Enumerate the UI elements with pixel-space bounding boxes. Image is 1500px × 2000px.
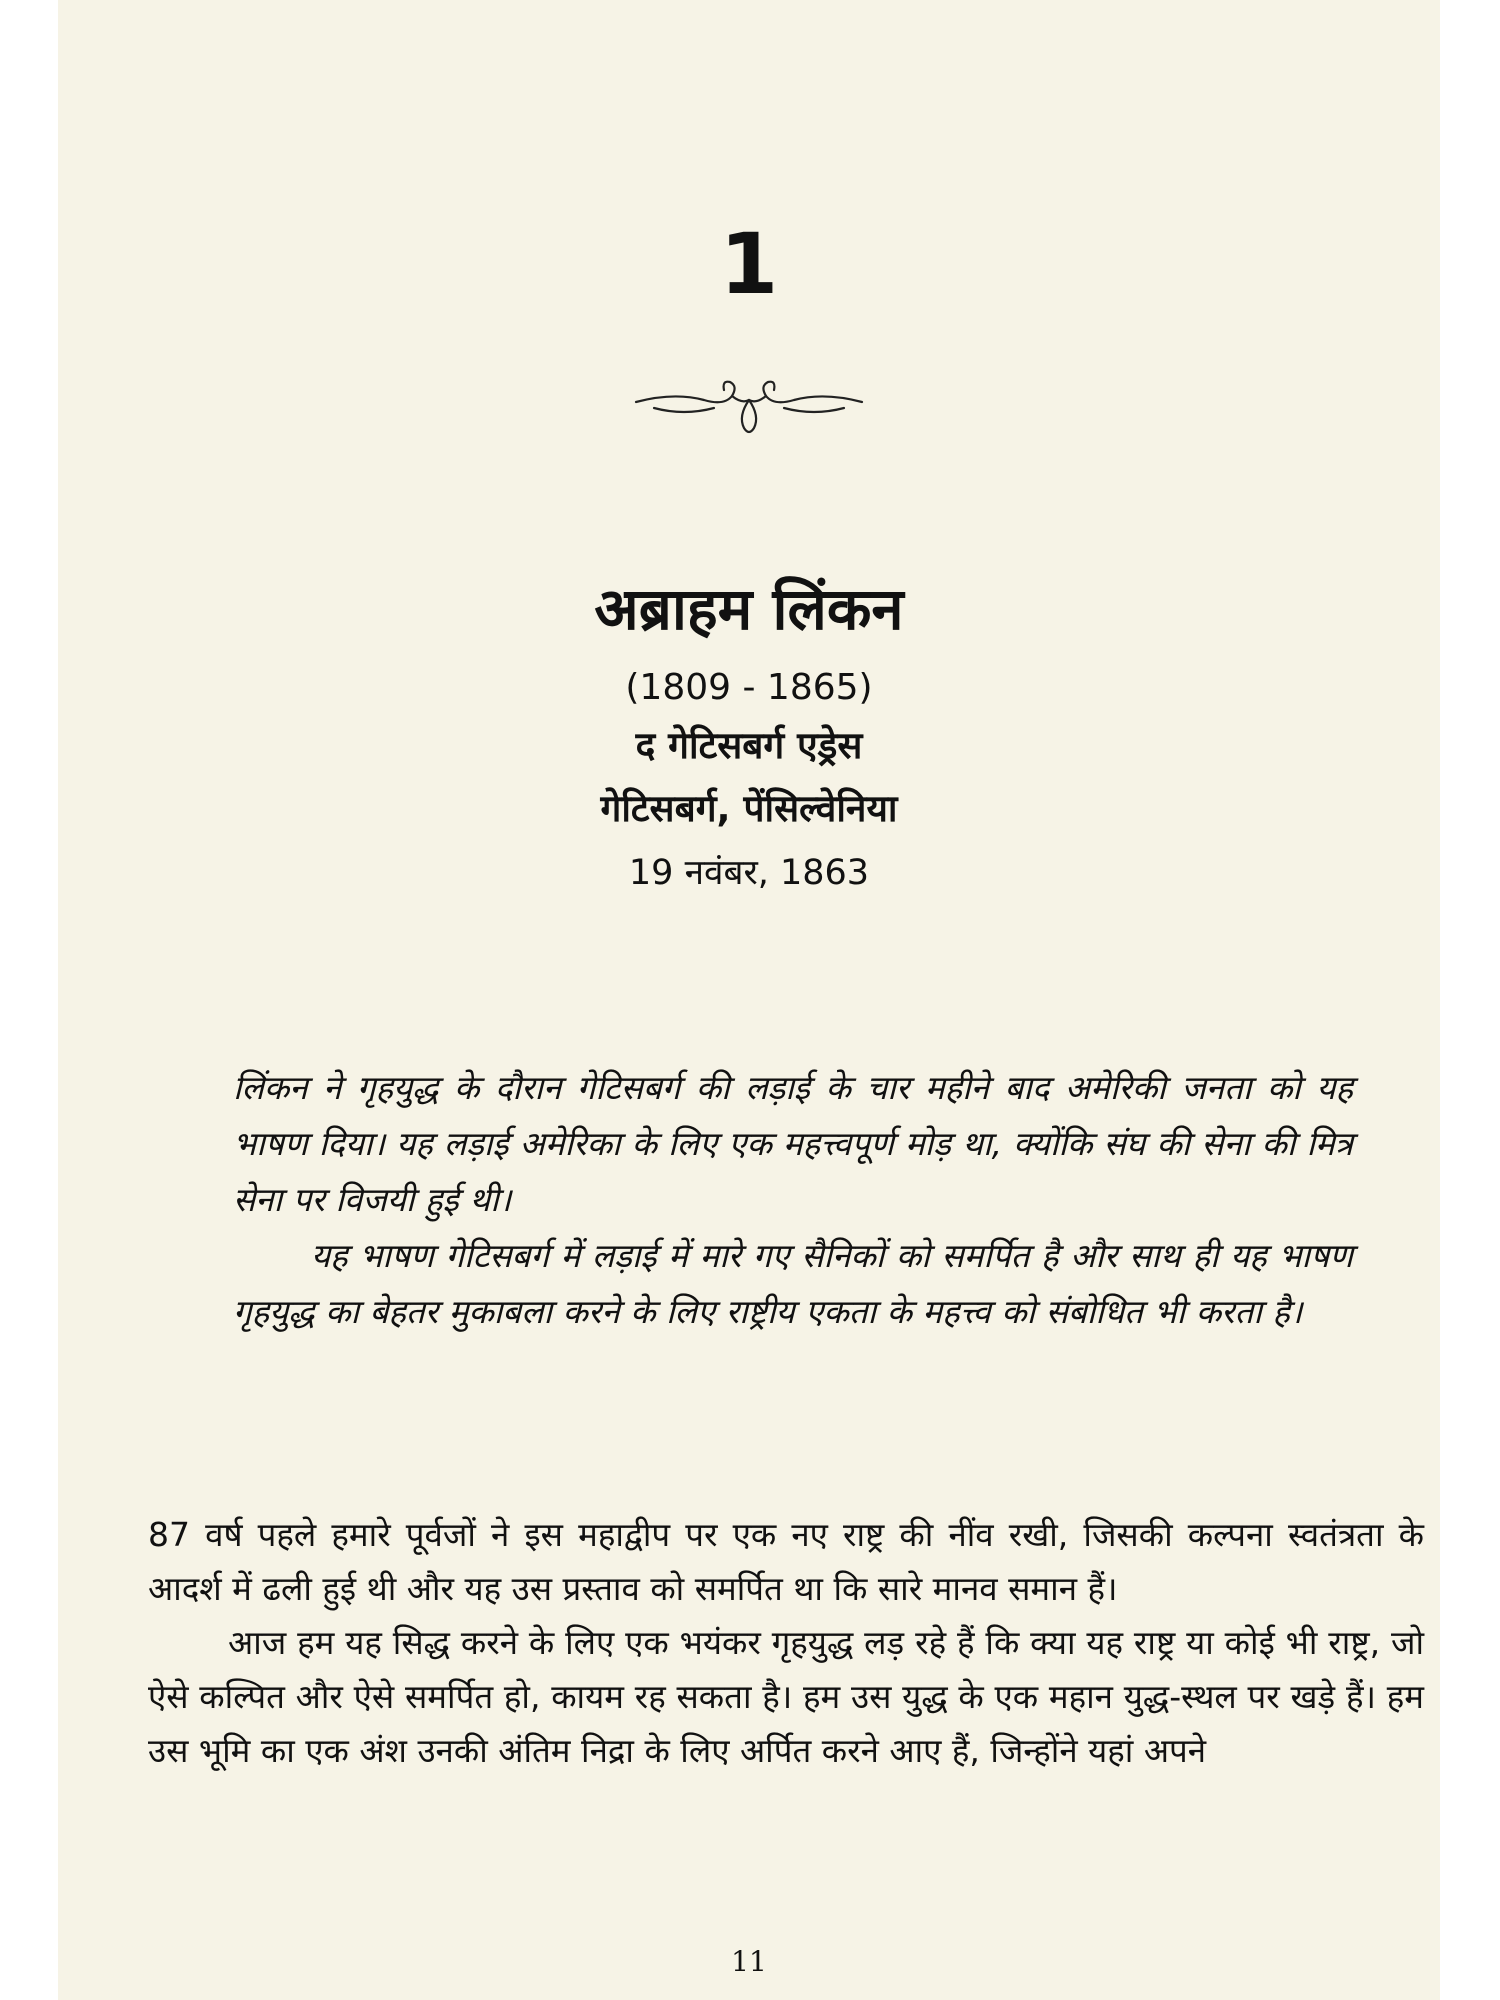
speech-title: द गेटिसबर्ग एड्रेस (635, 724, 863, 767)
page-number: 11 (731, 1945, 767, 1978)
speech-body (148, 1508, 1424, 1778)
intro-note (233, 1060, 1353, 1340)
intro-paragraph: लिंकन ने गृहयुद्ध के दौरान गेटिसबर्ग की लड़ाई के चार महीने बाद अमेरिकी जनता को यह भाषण दिया। यह लड़ाई अमेरिका के लिए एक महत्त्वपूर्ण मोड़ था, क्योंकि संघ की सेना की मित्र सेना पर विजयी हुई थी। (233, 1068, 1353, 1219)
speech-place: गेटिसबर्ग, पेंसिल्वेनिया (600, 787, 898, 830)
intro-paragraph: यह भाषण गेटिसबर्ग में लड़ाई में मारे गए सैनिकों को समर्पित है और साथ ही यह भाषण गृहयुद्ध का बेहतर मुकाबला करने के लिए राष्ट्रीय एकता के महत्त्व को संबोधित भी करता है। (233, 1236, 1353, 1331)
chapter-title: अब्राहम लिंकन (594, 575, 904, 643)
flourish-ornament-icon (634, 372, 864, 438)
speech-date: 19 नवंबर, 1863 (628, 853, 870, 893)
body-paragraph: 87 वर्ष पहले हमारे पूर्वजों ने इस महाद्वीप पर एक नए राष्ट्र की नींव रखी, जिसकी कल्पना स्वतंत्रता के आदर्श में ढली हुई थी और यह उस प्रस्ताव को समर्पित था कि सारे मानव समान हैं। (148, 1515, 1424, 1608)
chapter-number: 1 (719, 215, 779, 313)
book-page (58, 0, 1440, 2000)
life-years: (1809 - 1865) (625, 667, 873, 708)
body-paragraph: आज हम यह सिद्ध करने के लिए एक भयंकर गृहयुद्ध लड़ रहे हैं कि क्या यह राष्ट्र या कोई भी राष्ट्र, जो ऐसे कल्पित और ऐसे समर्पित हो, कायम रह सकता है। हम उस युद्ध के एक महान युद्ध-स्थल पर खड़े हैं। हम उस भूमि का एक अंश उनकी अंतिम निद्रा के लिए अर्पित करने आए हैं, जिन्होंने यहां अपने (148, 1623, 1424, 1770)
